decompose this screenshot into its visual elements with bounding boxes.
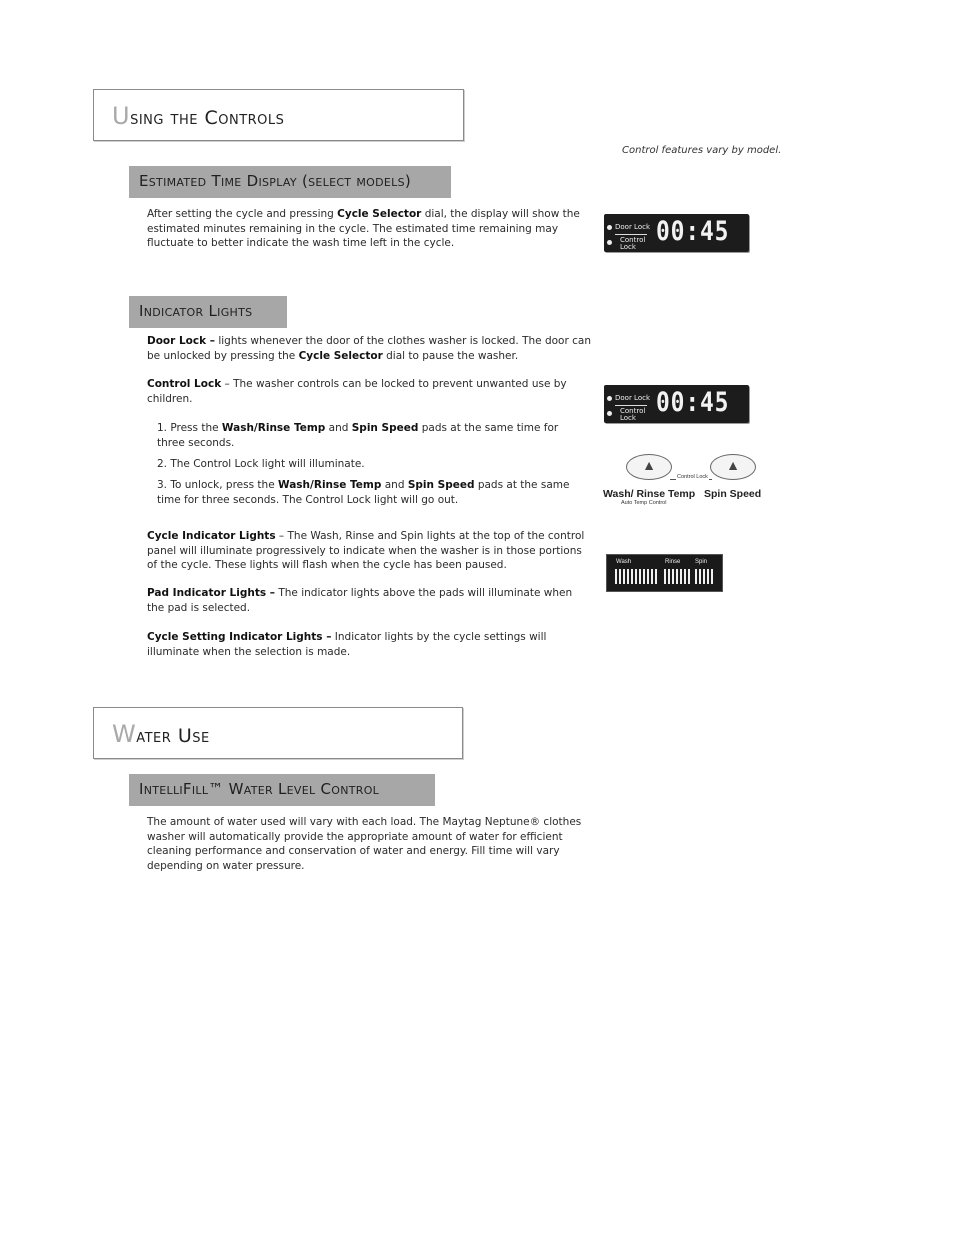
section-title-box	[93, 707, 463, 759]
control-lock-light	[607, 411, 612, 416]
door-lock-label: Door Lock	[615, 394, 651, 402]
model-note: Control features vary by model.	[622, 145, 782, 156]
cycle-indicator-paragraph: Cycle Indicator Lights – The Wash, Rinse and Spin lights at the top of the control panel will illuminate progressively to indicate when the washer is in those portions of the cycle. These lights will flash when the cycle has been paused.	[147, 530, 585, 571]
estimated-paragraph: After setting the cycle and pressing Cycle Selector dial, the display will show the estimated minutes remaining in the cycle. The estimated time remaining may fluctuate to better indicate the wash time left in the cycle.	[147, 208, 580, 249]
cycle-setting-paragraph: Cycle Setting Indicator Lights – Indicator lights by the cycle settings will illuminate when the selection is made.	[147, 631, 547, 658]
section-title-box	[93, 89, 464, 141]
subsection-title: IntelliFill™ Water Level Control	[139, 780, 380, 798]
rinse-segments	[664, 569, 690, 584]
time-readout: 00:45	[656, 216, 730, 247]
subsection-banner	[129, 166, 451, 198]
wash-segments	[615, 569, 659, 584]
step-3: 3. To unlock, press the Wash/Rinse Temp and Spin Speed pads at the same time for three seconds. The Control Lock light will go out.	[157, 479, 570, 506]
wash-label: Wash	[616, 559, 632, 565]
time-readout: 00:45	[656, 387, 730, 418]
display-divider	[615, 405, 647, 406]
subsection-title: Estimated Time Display (select models)	[139, 172, 412, 190]
subsection-banner	[129, 774, 435, 806]
arrow-up-icon: ▲	[642, 457, 656, 473]
door-lock-light	[607, 225, 612, 230]
control-lock-tag: Control Lock	[677, 474, 708, 480]
control-lock-display	[604, 385, 749, 423]
display-divider	[615, 234, 647, 235]
pad-indicator-paragraph: Pad Indicator Lights – The indicator lights above the pads will illuminate when the pad is selected.	[147, 587, 573, 614]
water-use-paragraph: The amount of water used will vary with each load. The Maytag Neptune® clothes washer will automatically provide the appropriate amount of water for efficient cleaning performance and conservation of water and energy. Fill time will vary depending on water pressure.	[147, 816, 582, 872]
auto-temp-label: Auto Temp Control	[621, 500, 667, 506]
door-lock-paragraph: Door Lock – lights whenever the door of the clothes washer is locked. The door can be unlocked by pressing the Cycle Selector dial to pause the washer.	[147, 335, 591, 362]
section-title: Water Use	[112, 720, 210, 748]
time-display	[604, 214, 749, 252]
spin-speed-label: Spin Speed	[704, 488, 762, 500]
control-lock-label: Control Lock	[620, 407, 646, 422]
wash-rinse-label: Wash/ Rinse Temp	[603, 488, 696, 500]
control-lock-light	[607, 240, 612, 245]
door-lock-light	[607, 396, 612, 401]
step-2: 2. The Control Lock light will illuminate.	[157, 458, 365, 470]
spin-speed-pad	[710, 454, 756, 480]
door-lock-label: Door Lock	[615, 223, 651, 231]
control-lock-label: Control Lock	[620, 236, 646, 251]
wash-rinse-pad	[626, 454, 672, 480]
step-1: 1. Press the Wash/Rinse Temp and Spin Speed pads at the same time for three seconds.	[157, 422, 559, 449]
subsection-banner	[129, 296, 287, 328]
arrow-up-icon: ▲	[726, 457, 740, 473]
spin-segments	[695, 569, 715, 584]
section-title: Using the Controls	[112, 102, 285, 130]
rinse-label: Rinse	[665, 559, 681, 565]
spin-label: Spin	[695, 559, 708, 565]
cycle-indicator-bar	[606, 554, 723, 592]
control-lock-paragraph: Control Lock – The washer controls can be locked to prevent unwanted use by children.	[147, 378, 567, 405]
subsection-title: Indicator Lights	[139, 302, 253, 320]
